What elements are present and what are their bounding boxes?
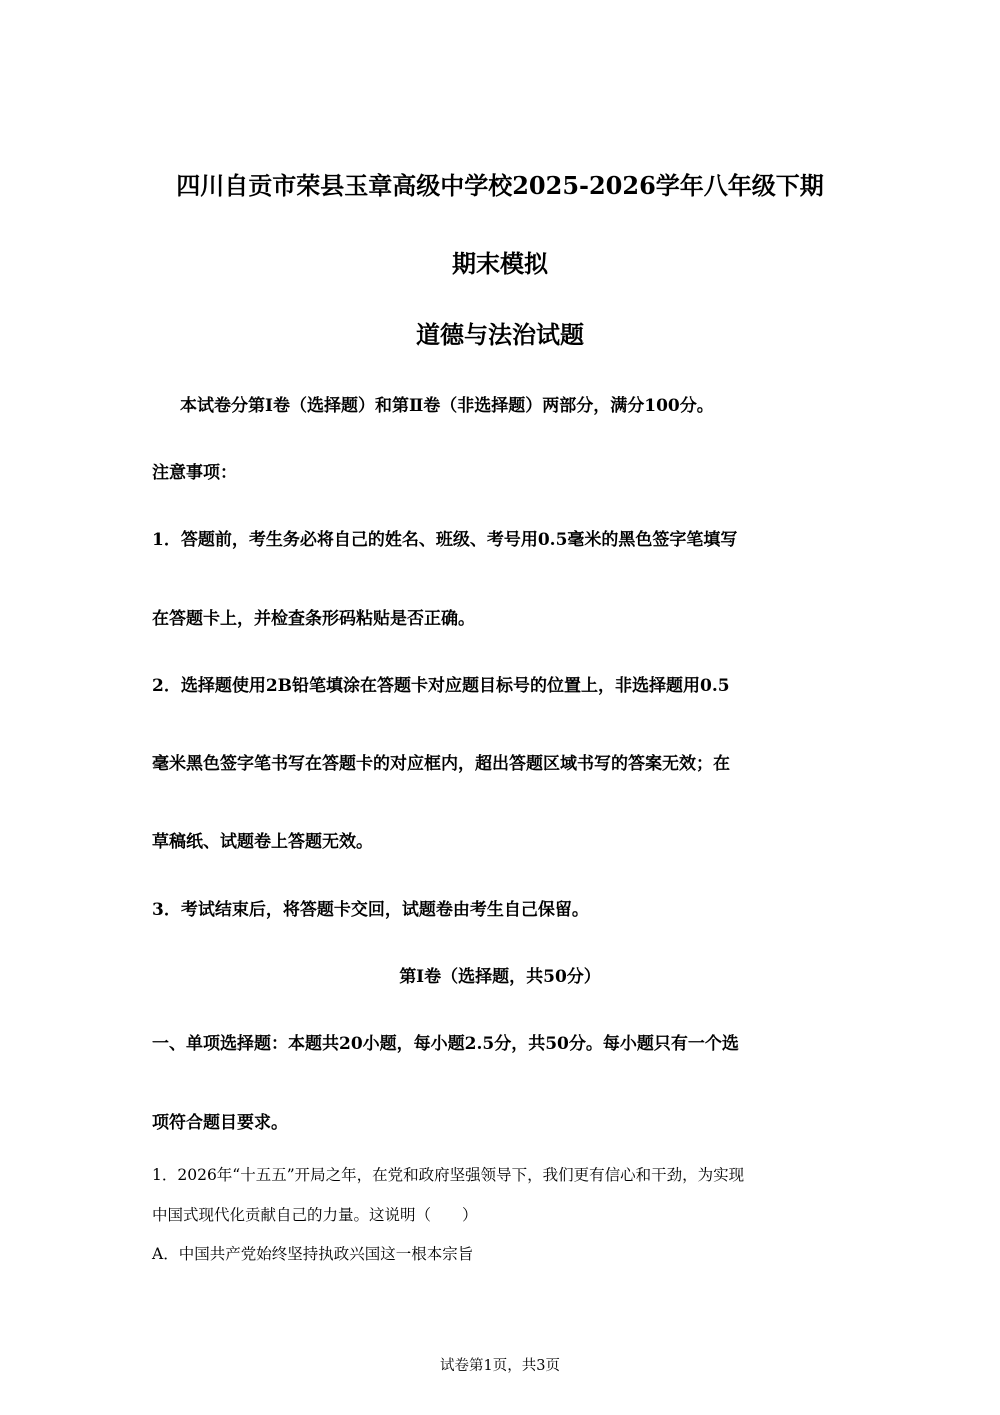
section-heading-line-1: 一、单项选择题：本题共20小题，每小题2.5分，共50分。每小题只有一个选	[152, 1034, 739, 1054]
notice-item-2-line-1: 2．选择题使用2B铅笔填涂在答题卡对应题目标号的位置上，非选择题用0.5	[152, 676, 730, 696]
notice-item-1-line-1: 1．答题前，考生务必将自己的姓名、班级、考号用0.5毫米的黑色签字笔填写	[152, 530, 738, 550]
part1-heading: 第Ⅰ卷（选择题，共50分）	[399, 967, 601, 987]
notice-item-3-line-1: 3．考试结束后，将答题卡交回，试题卷由考生自己保留。	[152, 900, 589, 920]
section-heading-line-2: 项符合题目要求。	[152, 1113, 288, 1133]
notice-item-2-line-3: 草稿纸、试题卷上答题无效。	[152, 832, 373, 852]
page-footer: 试卷第1页，共3页	[440, 1358, 560, 1374]
question-1-line-2: 中国式现代化贡献自己的力量。这说明（ ）	[152, 1206, 478, 1224]
exam-subject-title: 道德与法治试题	[416, 320, 584, 349]
notice-heading: 注意事项：	[152, 463, 237, 483]
notice-item-2-line-2: 毫米黑色签字笔书写在答题卡的对应框内，超出答题区域书写的答案无效；在	[152, 754, 730, 774]
question-1-line-1: 1．2026年“十五五”开局之年，在党和政府坚强领导下，我们更有信心和干劲，为实现	[152, 1166, 745, 1184]
exam-title-line2: 期末模拟	[452, 249, 548, 278]
exam-intro: 本试卷分第Ⅰ卷（选择题）和第Ⅱ卷（非选择题）两部分，满分100分。	[180, 396, 714, 416]
exam-title-line1: 四川自贡市荣县玉章高级中学校2025-2026学年八年级下期	[176, 171, 824, 200]
notice-item-1-line-2: 在答题卡上，并检查条形码粘贴是否正确。	[152, 609, 475, 629]
question-1-option-a: A．中国共产党始终坚持执政兴国这一根本宗旨	[152, 1245, 474, 1263]
